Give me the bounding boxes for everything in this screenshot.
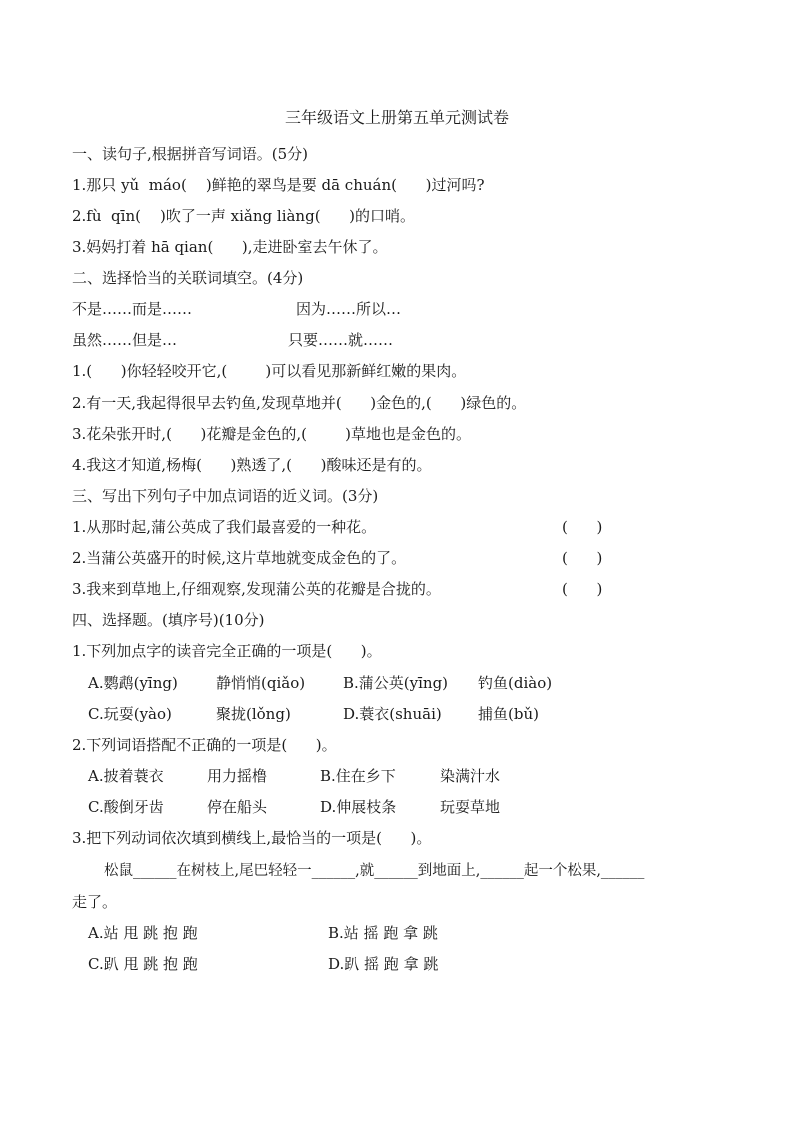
s4-q3-option-a: A.站 甩 跳 抱 跑: [88, 924, 198, 942]
s4-q1-option-a: A.鹦鹉(yīng): [88, 674, 178, 692]
s4-q1-option-d-word-2: 捕鱼(bǔ): [478, 705, 539, 723]
s4-q3-option-d: D.趴 摇 跑 拿 跳: [328, 955, 439, 973]
s4-q2-option-b: B.住在乡下: [320, 767, 396, 785]
s3-question-1: 1.从那时起,蒲公英成了我们最喜爱的一种花。: [72, 518, 377, 536]
s2-question-4: 4.我这才知道,杨梅( )熟透了,( )酸味还是有的。: [72, 456, 432, 474]
s4-q3-passage: 松鼠______在树枝上,尾巴轻轻一______,就______到地面上,______起一个松果,______: [104, 863, 645, 879]
s4-q1-option-d: D.蓑衣(shuāi): [343, 705, 442, 723]
s4-q1-option-a-word-2: 静悄悄(qiǎo): [216, 674, 306, 692]
s4-q3-option-c: C.趴 甩 跳 抱 跑: [88, 955, 198, 973]
section-1-heading: 一、读句子,根据拼音写词语。(5分): [72, 145, 309, 163]
s4-q2-option-a: A.披着蓑衣: [88, 767, 164, 785]
s4-q3-passage-end: 走了。: [72, 893, 118, 911]
s4-q2-option-c: C.酸倒牙齿: [88, 798, 164, 816]
s3-answer-blank-3: ( ): [562, 580, 603, 598]
s1-question-2: 2.fù qīn( )吹了一声 xiǎng liàng( )的口哨。: [72, 207, 416, 225]
s4-q2-option-d-word-2: 玩耍草地: [440, 798, 501, 816]
section-3-heading: 三、写出下列句子中加点词语的近义词。(3分): [72, 487, 379, 505]
s4-question-1: 1.下列加点字的读音完全正确的一项是( )。: [72, 642, 382, 660]
s1-question-3: 3.妈妈打着 hā qian( ),走进卧室去午休了。: [72, 238, 388, 256]
section-4-heading: 四、选择题。(填序号)(10分): [72, 611, 265, 629]
s4-q2-option-a-word-2: 用力摇橹: [207, 767, 268, 785]
s3-question-2: 2.当蒲公英盛开的时候,这片草地就变成金色的了。: [72, 549, 407, 567]
s2-question-1: 1.( )你轻轻咬开它,( )可以看见那新鲜红嫩的果肉。: [72, 362, 467, 380]
conjunction-option-4: 只要……就……: [288, 331, 394, 349]
s1-question-1: 1.那只 yǔ máo( )鲜艳的翠鸟是要 dā chuán( )过河吗?: [72, 176, 485, 194]
s4-q2-option-c-word-2: 停在船头: [207, 798, 268, 816]
s4-q1-option-c: C.玩耍(yào): [88, 705, 172, 723]
s2-question-3: 3.花朵张开时,( )花瓣是金色的,( )草地也是金色的。: [72, 425, 472, 443]
page-title: 三年级语文上册第五单元测试卷: [284, 108, 509, 127]
conjunction-option-3: 虽然……但是…: [72, 331, 178, 349]
s4-q2-option-d: D.伸展枝条: [320, 798, 397, 816]
conjunction-option-1: 不是……而是……: [72, 300, 193, 318]
s4-question-3: 3.把下列动词依次填到横线上,最恰当的一项是( )。: [72, 829, 432, 847]
s3-question-3: 3.我来到草地上,仔细观察,发现蒲公英的花瓣是合拢的。: [72, 580, 441, 598]
s2-question-2: 2.有一天,我起得很早去钓鱼,发现草地并( )金色的,( )绿色的。: [72, 394, 527, 412]
s4-q1-option-b: B.蒲公英(yīng): [343, 674, 449, 692]
s4-q1-option-b-word-2: 钓鱼(diào): [478, 674, 553, 692]
conjunction-option-2: 因为……所以…: [296, 300, 402, 318]
s4-q1-option-c-word-2: 聚拢(lǒng): [216, 705, 291, 723]
section-2-heading: 二、选择恰当的关联词填空。(4分): [72, 269, 304, 287]
s4-question-2: 2.下列词语搭配不正确的一项是( )。: [72, 736, 337, 754]
s4-q2-option-b-word-2: 染满汁水: [440, 767, 501, 785]
s3-answer-blank-1: ( ): [562, 518, 603, 536]
s4-q3-option-b: B.站 摇 跑 拿 跳: [328, 924, 438, 942]
s3-answer-blank-2: ( ): [562, 549, 603, 567]
